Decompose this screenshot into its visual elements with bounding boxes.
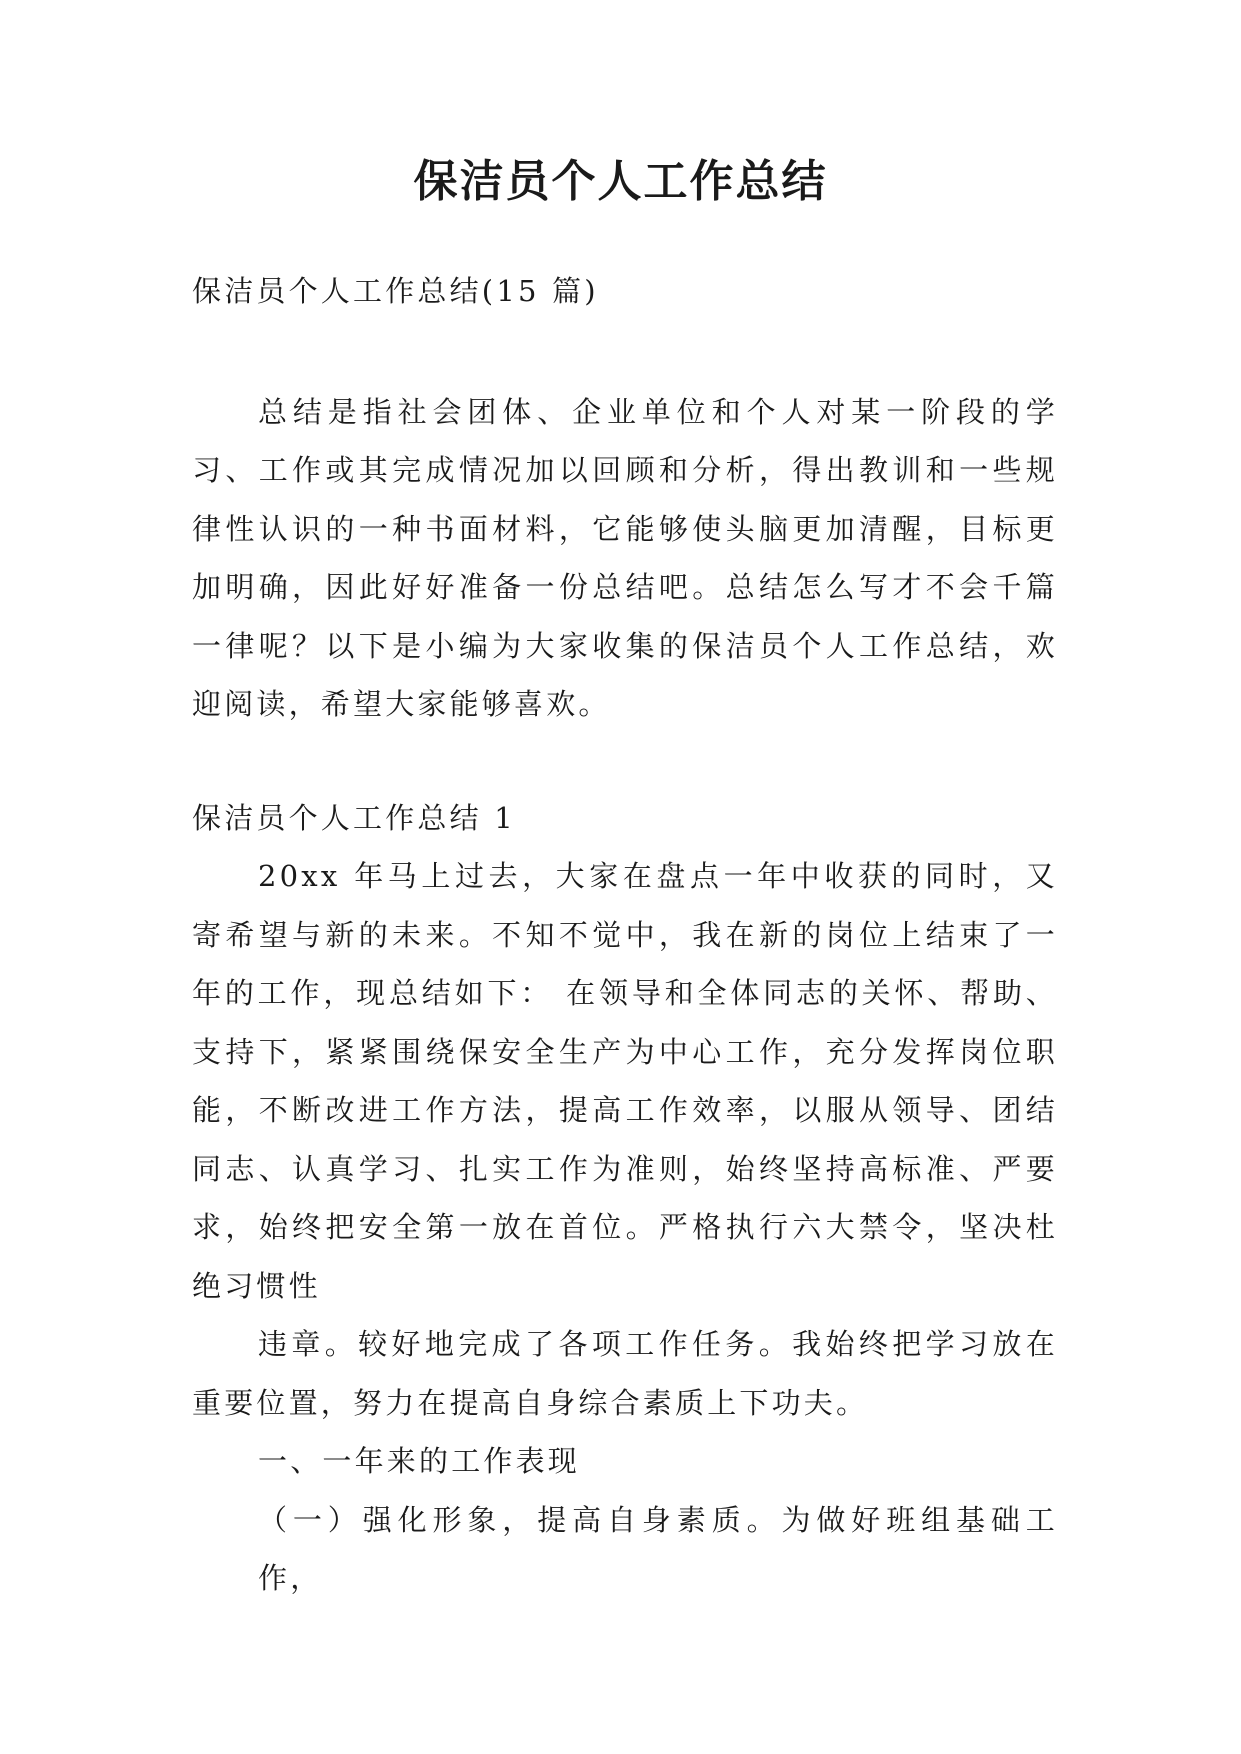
document-subtitle: 保洁员个人工作总结(15 篇) <box>192 274 599 308</box>
intro-paragraph: 总结是指社会团体、企业单位和个人对某一阶段的学习、工作或其完成情况加以回顾和分析，得出教训和一些规律性认识的一种书面材料，它能够使头脑更加清醒，目标更加明确，因此好好准备一份总结吧。总结怎么写才不会千篇一律呢？以下是小编为大家收集的保洁员个人工作总结，欢迎阅读，希望大家能够喜欢。 <box>192 394 1058 721</box>
section-heading: 保洁员个人工作总结 1 <box>192 800 516 835</box>
body-paragraph-1: 20xx 年马上过去，大家在盘点一年中收获的同时，又寄希望与新的未来。不知不觉中，我在新的岗位上结束了一年的工作，现总结如下： 在领导和全体同志的关怀、帮助、支持下，紧紧围绕保安全生产为中心工作，充分发挥岗位职能，不断改进工作方法，提高工作效率，以服从领导、团结同志、认真学习、扎实工作为准则，始终坚持高标准、严要求，始终把安全第一放在首位。严格执行六大禁令，坚决杜绝习惯性 <box>192 859 1058 1303</box>
body-paragraph-2: 违章。较好地完成了各项工作任务。我始终把学习放在重要位置，努力在提高自身综合素质上下功夫。 <box>192 1327 1058 1420</box>
document-title: 保洁员个人工作总结 <box>413 156 828 207</box>
document-body <box>192 262 1058 1608</box>
list-heading: 一、一年来的工作表现 <box>258 1444 581 1478</box>
list-item-1: （一）强化形象，提高自身素质。为做好班组基础工作， <box>258 1502 1058 1595</box>
